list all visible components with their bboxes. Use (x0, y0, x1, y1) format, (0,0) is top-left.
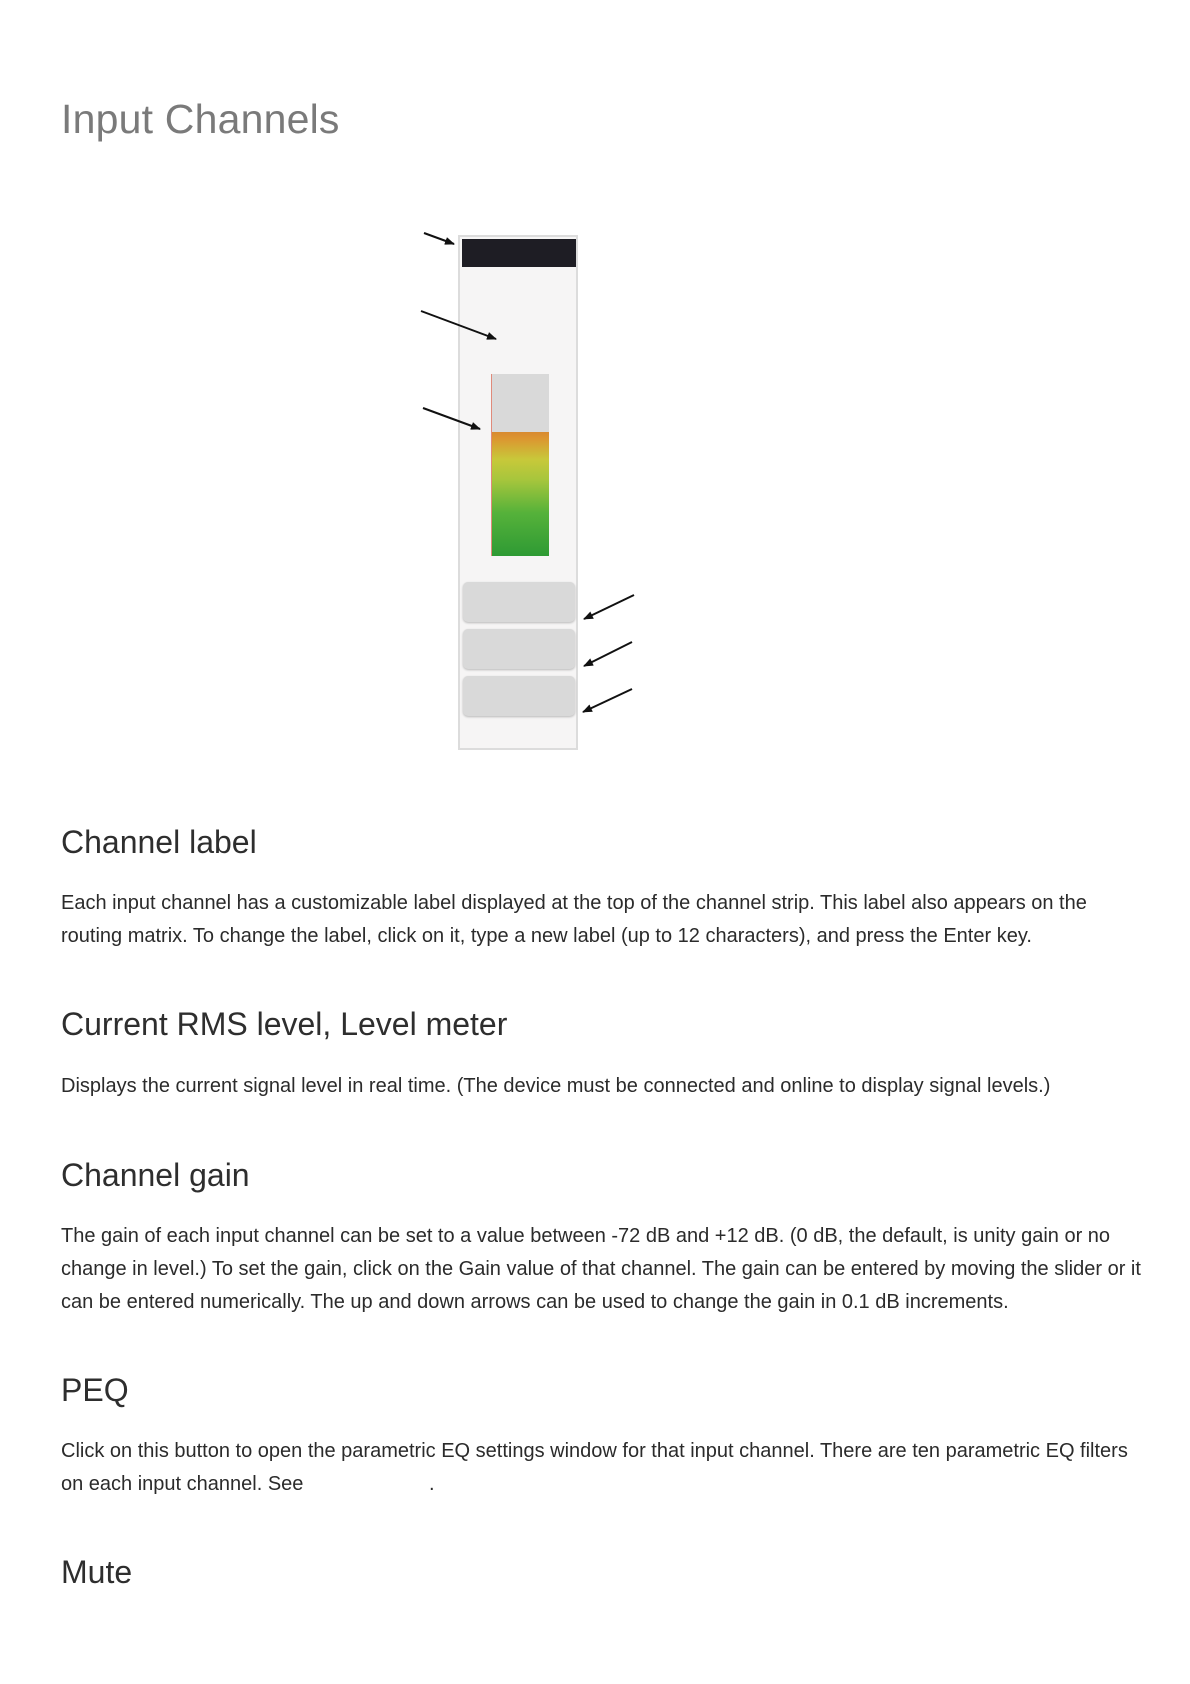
callout-arrow-meter (423, 408, 480, 429)
section-body-peq (61, 1435, 1141, 1501)
callout-arrow-label (424, 233, 454, 244)
callout-arrow-mute (583, 689, 632, 712)
section-heading-peq: PEQ (61, 1372, 129, 1408)
section-heading-mute: Mute (61, 1554, 133, 1590)
channel-strip-figure (0, 0, 1190, 760)
section-body-channel-gain: The gain of each input channel can be set to a value between -72 dB and +12 dB. (0 dB, the default, is unity gain or no change in level.) To set the gain, click on the Gain value of that channel. The gain can be entered by moving the slider or it can be entered numerically. The up and down arrows can be used to change the gain in 0.1 dB increments. (61, 1225, 1141, 1313)
page-title: Input Channels (61, 96, 340, 142)
section-heading-channel-gain: Channel gain (61, 1157, 250, 1193)
callout-arrows (0, 0, 1190, 760)
peq-reference-link[interactable]: PEQ Settings (308, 1473, 430, 1495)
peq-body-text: Click on this button to open the parametric EQ settings window for that input channel. There are ten parametric EQ filters on each input channel. See (61, 1440, 1128, 1495)
section-body-channel-label: Each input channel has a customizable label displayed at the top of the channel strip. This label also appears on the routing matrix. To change the label, click on it, type a new label (up to 12 characters), and press the Enter key. (61, 892, 1087, 947)
callout-arrow-gain (584, 595, 634, 619)
section-body-rms-level: Displays the current signal level in real time. (The device must be connected and online to display signal levels.) (61, 1075, 1051, 1097)
peq-body-end: . (429, 1473, 435, 1495)
callout-arrow-peq (584, 642, 632, 666)
callout-arrow-rms (421, 311, 496, 339)
section-heading-rms-level: Current RMS level, Level meter (61, 1006, 508, 1042)
section-heading-channel-label: Channel label (61, 824, 257, 860)
